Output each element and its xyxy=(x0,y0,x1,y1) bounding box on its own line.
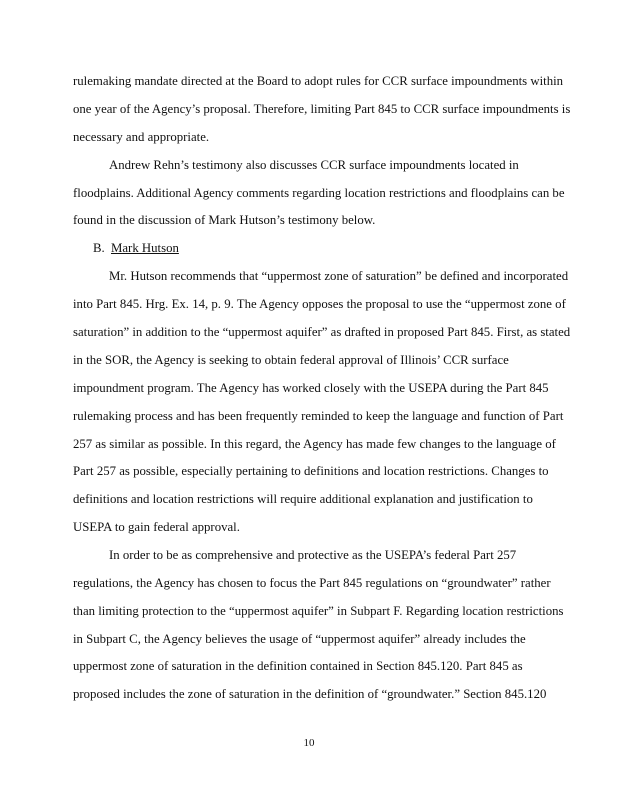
text-line: proposed includes the zone of saturation in the definition of “groundwater.” Section 845.120 xyxy=(73,687,547,701)
text-line: USEPA to gain federal approval. xyxy=(73,520,240,534)
section-title: Mark Hutson xyxy=(111,241,179,255)
text-line: floodplains. Additional Agency comments regarding location restrictions and floodplains can be xyxy=(73,186,565,200)
text-line: Andrew Rehn’s testimony also discusses CCR surface impoundments located in xyxy=(109,158,519,172)
text-line: into Part 845. Hrg. Ex. 14, p. 9. The Agency opposes the proposal to use the “uppermost zone of xyxy=(73,297,566,311)
text-line: regulations, the Agency has chosen to focus the Part 845 regulations on “groundwater” rather xyxy=(73,576,551,590)
text-line: definitions and location restrictions will require additional explanation and justification to xyxy=(73,492,533,506)
text-line: Mr. Hutson recommends that “uppermost zone of saturation” be defined and incorporated xyxy=(109,269,569,283)
text-line: in the SOR, the Agency is seeking to obtain federal approval of Illinois’ CCR surface xyxy=(73,353,509,367)
text-line: in Subpart C, the Agency believes the usage of “uppermost aquifer” already includes the xyxy=(73,632,526,646)
text-line: necessary and appropriate. xyxy=(73,130,210,144)
text-line: than limiting protection to the “uppermost aquifer” in Subpart F. Regarding location restrictions xyxy=(73,604,564,618)
text-line: found in the discussion of Mark Hutson’s testimony below. xyxy=(73,213,376,227)
text-line: rulemaking process and has been frequently reminded to keep the language and function of Part xyxy=(73,409,564,423)
text-line: rulemaking mandate directed at the Board to adopt rules for CCR surface impoundments within xyxy=(73,74,564,88)
text-line: 257 as similar as possible. In this regard, the Agency has made few changes to the language of xyxy=(73,437,556,451)
text-line: saturation” in addition to the “uppermost aquifer” as drafted in proposed Part 845. First, as stated xyxy=(73,325,571,339)
text-line: one year of the Agency’s proposal. Therefore, limiting Part 845 to CCR surface impoundments is xyxy=(73,102,571,116)
text-line: In order to be as comprehensive and protective as the USEPA’s federal Part 257 xyxy=(109,548,517,562)
text-line: uppermost zone of saturation in the definition contained in Section 845.120. Part 845 as xyxy=(73,659,523,673)
page-number: 10 xyxy=(303,737,315,749)
section-heading xyxy=(93,240,618,256)
text-line: Part 257 as possible, especially pertaining to definitions and location restrictions. Changes to xyxy=(73,464,549,478)
text-line: impoundment program. The Agency has worked closely with the USEPA during the Part 845 xyxy=(73,381,549,395)
section-letter: B. xyxy=(93,241,105,255)
